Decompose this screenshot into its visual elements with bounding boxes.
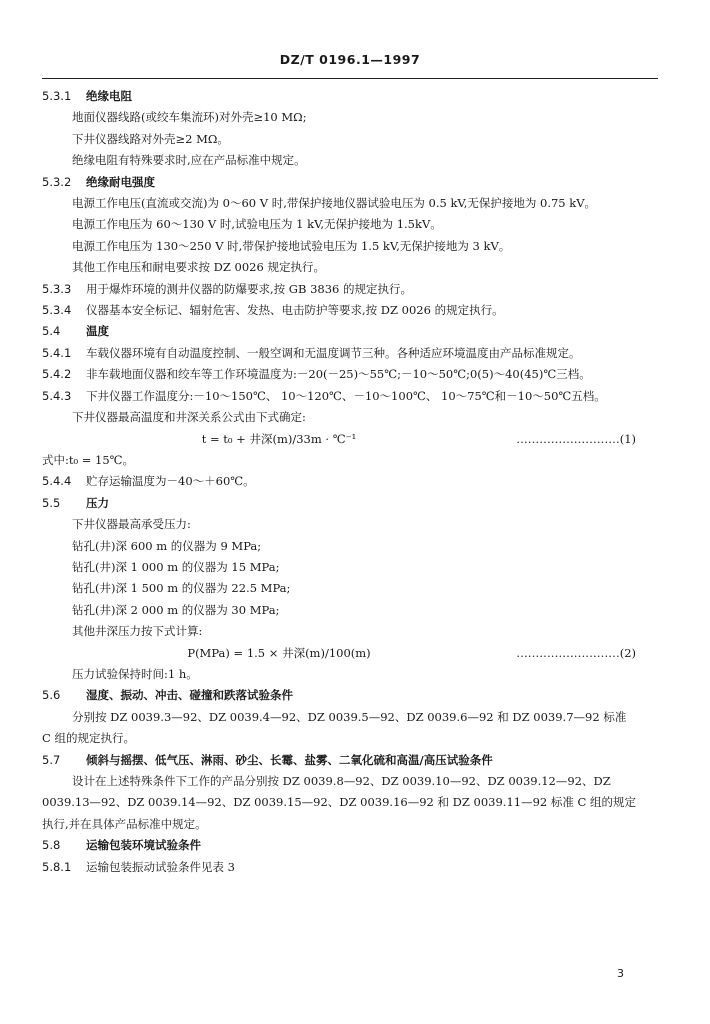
section-number: 5.4.2: [42, 367, 72, 382]
section-text: 仪器基本安全标记、辐射危害、发热、电击防护等要求,按 DZ 0026 的规定执行。: [86, 303, 504, 318]
paragraph: 钻孔(井)深 1 500 m 的仪器为 22.5 MPa;: [72, 581, 291, 596]
formula-2: [42, 643, 636, 664]
paragraph: 设计在上述特殊条件下工作的产品分别按 DZ 0039.8—92、DZ 0039.10—92、DZ 0039.12—92、DZ 0039.13—92、DZ 0039.14—92、DZ 0039.15—92、DZ 0039.16—92 和 DZ 0039.11—92 标准 C 组的规定执行,并在具体产品标准中规定。: [42, 774, 636, 831]
paragraph: 下井仪器最高温度和井深关系公式由下式确定:: [72, 410, 306, 425]
section-5-4-3: [42, 386, 636, 407]
section-number: 5.3.3: [42, 281, 72, 296]
document-body: [42, 86, 636, 878]
section-title: 运输包装环境试验条件: [86, 838, 201, 853]
page-number: 3: [617, 967, 624, 980]
paragraph: 电源工作电压为 60～130 V 时,试验电压为 1 kV,无保护接地为 1.5kV。: [72, 217, 442, 232]
section-number: 5.4.3: [42, 388, 72, 403]
section-5-3-2: [42, 172, 636, 193]
document-header: DZ/T 0196.1—1997: [279, 52, 421, 67]
paragraph: 其他工作电压和耐电要求按 DZ 0026 规定执行。: [72, 260, 325, 275]
section-5-4-2: [42, 364, 636, 385]
section-number: 5.8: [42, 838, 61, 853]
formula-number: ………………………(1): [516, 431, 636, 446]
section-text: 贮存运输温度为－40～＋60℃。: [86, 474, 255, 489]
formula-1: [42, 429, 636, 450]
section-number: 5.5: [42, 495, 61, 510]
section-number: 5.3.4: [42, 303, 72, 318]
section-title: 压力: [86, 495, 109, 510]
paragraph: 地面仪器线路(或绞车集流环)对外壳≥10 MΩ;: [72, 110, 307, 125]
section-5-4-4: [42, 471, 636, 492]
section-5-8: [42, 835, 636, 856]
section-title: 湿度、振动、冲击、碰撞和跌落试验条件: [86, 688, 293, 703]
section-number: 5.4.1: [42, 345, 72, 360]
section-5-4-1: [42, 343, 636, 364]
section-5-8-1: [42, 857, 636, 878]
section-number: 5.4: [42, 324, 61, 339]
section-title: 绝缘电阻: [86, 89, 132, 103]
section-5-3-1: [42, 86, 636, 107]
paragraph: 电源工作电压(直流或交流)为 0～60 V 时,带保护接地仪器试验电压为 0.5 kV,无保护接地为 0.75 kV。: [72, 196, 597, 211]
paragraph: 分别按 DZ 0039.3—92、DZ 0039.4—92、DZ 0039.5—92、DZ 0039.6—92 和 DZ 0039.7—92 标准 C 组的规定执行。: [42, 709, 627, 746]
section-number: 5.7: [42, 752, 61, 767]
section-5-4: [42, 321, 636, 342]
section-text: 用于爆炸环境的测井仪器的防爆要求,按 GB 3836 的规定执行。: [86, 281, 413, 296]
section-5-3-4: [42, 300, 636, 321]
section-5-6: [42, 685, 636, 706]
section-title: 倾斜与摇摆、低气压、淋雨、砂尘、长霉、盐雾、二氧化硫和高温/高压试验条件: [86, 752, 493, 767]
section-text: 下井仪器工作温度分:－10～150℃、 10～120℃、－10～100℃、 10～75℃和－10～50℃五档。: [86, 388, 606, 403]
paragraph: 钻孔(井)深 600 m 的仪器为 9 MPa;: [72, 538, 262, 553]
paragraph: 压力试验保持时间:1 h。: [72, 666, 198, 681]
section-text: 非车载地面仪器和绞车等工作环境温度为:－20(－25)～55℃;－10～50℃;0(5)～40(45)℃三档。: [86, 367, 591, 382]
section-number: 5.3.1: [42, 89, 72, 103]
paragraph: 钻孔(井)深 2 000 m 的仪器为 30 MPa;: [72, 602, 280, 617]
section-number: 5.8.1: [42, 859, 72, 874]
paragraph: 式中:t₀ = 15℃。: [42, 452, 135, 467]
paragraph: 钻孔(井)深 1 000 m 的仪器为 15 MPa;: [72, 559, 280, 574]
paragraph: 电源工作电压为 130～250 V 时,带保护接地试验电压为 1.5 kV,无保护接地为 3 kV。: [72, 238, 511, 253]
formula: t = t₀ + 井深(m)/33m · ℃⁻¹: [201, 431, 357, 446]
section-text: 车载仪器环境有自动温度控制、一般空调和无温度调节三种。各种适应环境温度由产品标准规定。: [86, 345, 581, 360]
paragraph: 下井仪器最高承受压力:: [72, 517, 191, 532]
section-title: 温度: [86, 324, 109, 339]
section-number: 5.3.2: [42, 174, 72, 189]
paragraph: 下井仪器线路对外壳≥2 MΩ。: [72, 131, 229, 146]
section-5-5: [42, 493, 636, 514]
section-5-7: [42, 750, 636, 771]
paragraph: 其他井深压力按下式计算:: [72, 624, 203, 639]
section-5-3-3: [42, 279, 636, 300]
formula-number: ………………………(2): [516, 645, 636, 660]
section-text: 运输包装振动试验条件见表 3: [86, 859, 235, 874]
formula: P(MPa) = 1.5 × 井深(m)/100(m): [187, 645, 371, 660]
header-rule: [42, 78, 658, 79]
paragraph: 绝缘电阻有特殊要求时,应在产品标准中规定。: [72, 153, 306, 168]
section-number: 5.4.4: [42, 474, 72, 489]
section-title: 绝缘耐电强度: [86, 174, 155, 189]
section-number: 5.6: [42, 688, 61, 703]
